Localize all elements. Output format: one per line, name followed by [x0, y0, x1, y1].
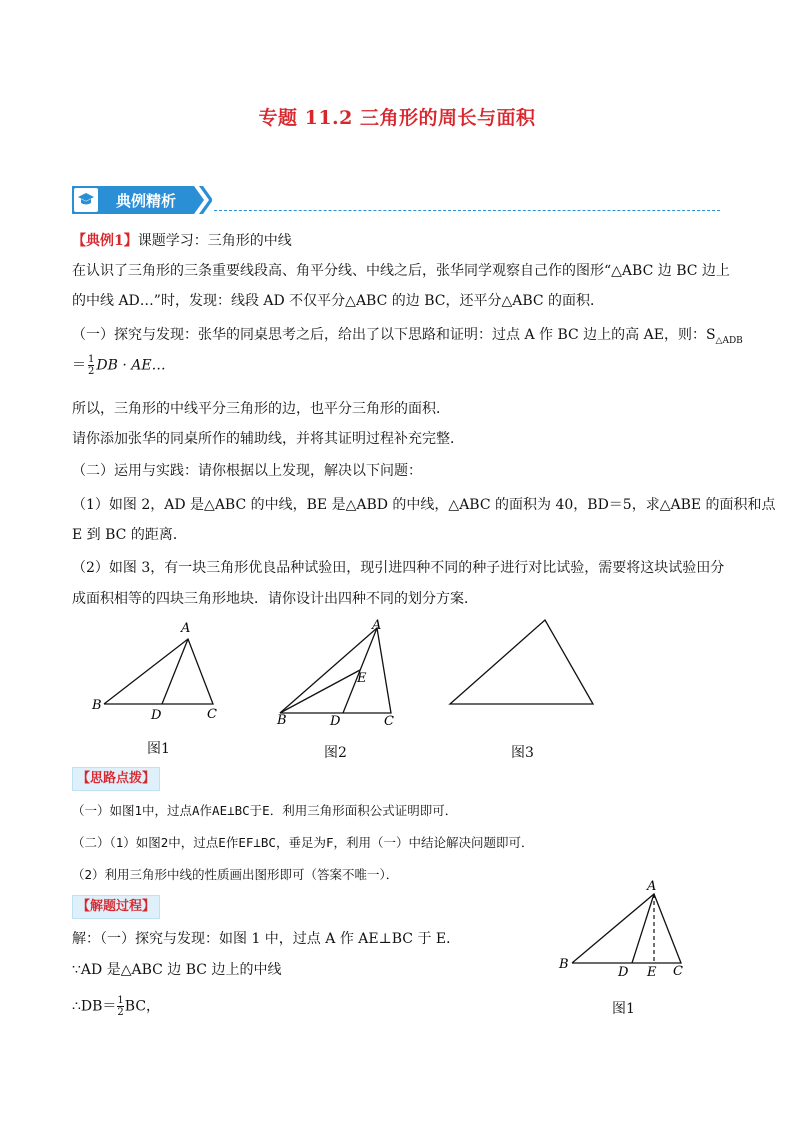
question-1b: E 到 BC 的距离． [72, 527, 187, 543]
question-1a: （1）如图 2，AD 是△ABC 的中线，BE 是△ABD 的中线，△ABC 的面积为 40，BD＝5，求△ABE 的面积和点 [72, 497, 776, 513]
fig1-label-C: C [207, 707, 217, 722]
paragraph-5: （二）运用与实践：请你根据以上发现，解决以下问题： [72, 463, 422, 479]
fig1b-label-D: D [618, 965, 629, 980]
example-tag: 【典例1】 [72, 233, 138, 249]
solution-s3-pre: ∴DB＝ [72, 998, 117, 1015]
fig2-label-C: C [384, 714, 394, 729]
fig2-label-A: A [372, 618, 382, 633]
figure-2-caption: 图2 [324, 745, 347, 761]
banner-label: 典例精析 [116, 192, 177, 210]
solution-line-2: ∵AD 是△ABC 边 BC 边上的中线 [72, 962, 282, 978]
fig2-label-E: E [357, 671, 367, 686]
question-2a: （2）如图 3，有一块三角形优良品种试验田，现引进四种不同的种子进行对比试验，需要将这块试验田分 [72, 560, 725, 576]
figure-1 [85, 615, 235, 730]
solution-fraction-numerator: 1 [117, 995, 124, 1006]
solution-s3-post: BC， [124, 998, 161, 1015]
formula-line [72, 354, 166, 384]
paragraph-3: 所以，三角形的中线平分三角形的边，也平分三角形的面积． [72, 401, 450, 417]
fig1-label-B: B [92, 698, 102, 713]
fig1b-label-C: C [673, 964, 683, 979]
fig1b-label-B: B [559, 957, 569, 972]
section-banner [72, 186, 722, 214]
figure-2 [268, 612, 408, 732]
paragraph-1b: 的中线 AD…”时，发现：线段 AD 不仅平分△ABC 的边 BC，还平分△ABC 的面积． [72, 293, 605, 309]
fig1-label-D: D [151, 708, 162, 723]
graduation-cap-icon [77, 192, 95, 208]
banner-divider [214, 210, 720, 211]
solution-header: 【解题过程】 [72, 895, 160, 919]
formula-rest: DB · AE… [96, 357, 166, 374]
hint-1: （一）如图1中，过点A作AE⊥BC于E．利用三角形面积公式证明即可． [72, 803, 458, 818]
fraction-denominator: 2 [88, 366, 95, 377]
hint-2: （二）（1）如图2中，过点E作EF⊥BC，垂足为F，利用（一）中结论解决问题即可． [72, 835, 534, 850]
figure-1-solution [552, 875, 702, 985]
figure-3-caption: 图3 [511, 745, 534, 761]
paragraph-4: 请你添加张华的同桌所作的辅助线，并将其证明过程补充完整． [72, 431, 464, 447]
hints-header: 【思路点拨】 [72, 767, 160, 791]
paragraph-1a: 在认识了三角形的三条重要线段高、角平分线、中线之后，张华同学观察自己作的图形“△ABC 边 BC 边上 [72, 263, 730, 279]
page-title: 专题 11.2 三角形的周长与面积 [258, 107, 536, 129]
fig2-label-D: D [330, 714, 341, 729]
solution-line-3 [72, 995, 160, 1021]
fig1-label-A: A [181, 621, 191, 636]
example-heading [72, 231, 292, 251]
example-topic: 课题学习：三角形的中线 [137, 233, 292, 249]
fig1b-label-A: A [647, 879, 657, 894]
fig2-label-B: B [277, 713, 287, 728]
formula-equals: ＝ [72, 357, 86, 374]
fraction-half [88, 354, 94, 377]
fraction-numerator: 1 [88, 354, 95, 365]
solution-fraction-denominator: 2 [117, 1007, 124, 1018]
paragraph-2a-text: （一）探究与发现：张华的同桌思考之后，给出了以下思路和证明：过点 A 作 BC 边上的高 AE，则：S [72, 327, 716, 343]
figure-3 [445, 615, 600, 710]
figure-1-caption: 图1 [147, 741, 170, 757]
figure-1-solution-caption: 图1 [612, 1001, 635, 1017]
solution-fraction [117, 995, 123, 1018]
question-2b: 成面积相等的四块三角形地块．请你设计出四种不同的划分方案． [72, 591, 478, 607]
paragraph-2a [72, 325, 743, 351]
solution-line-1: 解：（一）探究与发现：如图 1 中，过点 A 作 AE⊥BC 于 E． [72, 931, 461, 947]
hint-3: （2）利用三角形中线的性质画出图形即可（答案不唯一）． [72, 867, 399, 882]
fig1b-label-E: E [647, 965, 657, 980]
area-subscript: △ADB [715, 335, 743, 346]
